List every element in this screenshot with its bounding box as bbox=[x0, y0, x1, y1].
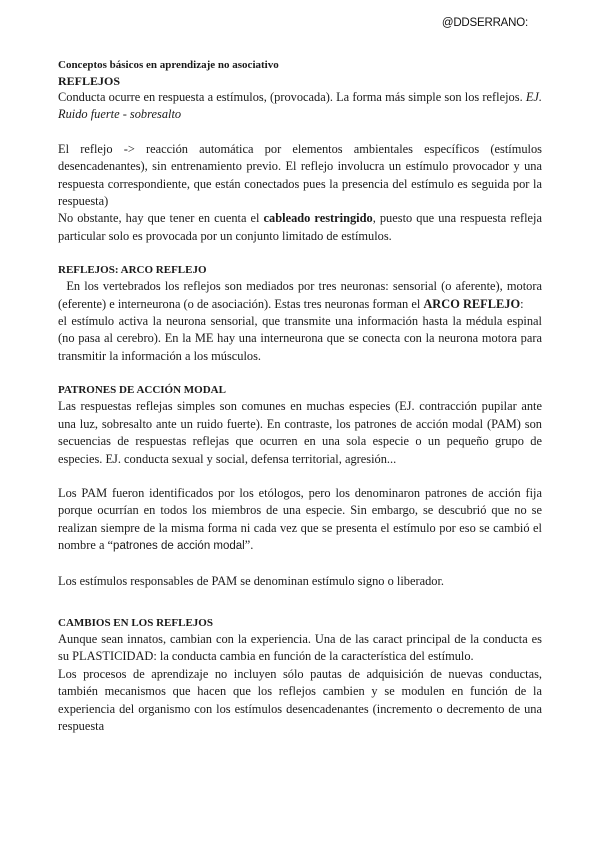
cambios-paragraph-2: Los procesos de aprendizaje no incluyen sólo pautas de adquisición de nuevas conductas, también mecanismos que hacen que los reflejos cambien y se modulen en función de la experiencia del organismo con los estímulos desencadenantes (incremento o decremento de una respuesta bbox=[58, 666, 542, 733]
pam-p2-after: ”. bbox=[244, 538, 254, 553]
reflejos-p3-bold: cableado restringido bbox=[263, 211, 373, 226]
pam-paragraph-3: Los estímulos responsables de PAM se denominan estímulo signo o liberador. bbox=[58, 573, 445, 588]
arco-paragraph-1 bbox=[58, 278, 546, 313]
section-title-cambios: CAMBIOS EN LOS REFLEJOS bbox=[58, 616, 213, 629]
reflejos-paragraph-2: El reflejo -> reacción automática por elementos ambientales específicos (estímulos desencadenantes), sin entrenamiento previo. El reflejo involucra un estímulo provocador y una respuesta correspondiente, que están conectados pues la presencia del estímulo es seguida por la respuesta) bbox=[58, 141, 542, 209]
reflejos-p1-example: EJ. Ruido fuerte - sobresalto bbox=[58, 90, 542, 122]
reflejos-p3-before: No obstante, hay que tener en cuenta el bbox=[58, 211, 264, 226]
pam-paragraph-2 bbox=[58, 485, 542, 556]
reflejos-paragraph-3 bbox=[58, 210, 542, 245]
cambios-paragraph-1: Aunque sean innatos, cambian con la experiencia. Una de las caract principal de la conducta es su PLASTICIDAD: la conducta cambia en función de la característica del estímulo. bbox=[58, 631, 542, 664]
reflejos-paragraph-1 bbox=[58, 89, 542, 124]
section-title-arco-reflejo: REFLEJOS: ARCO REFLEJO bbox=[58, 264, 207, 277]
arco-paragraph-2: el estímulo activa la neurona sensorial, que transmite una información hasta la médula espinal (no pasa al cerebro). En la ME hay una interneurona que se conecta con la neurona motora para transmitir la información a los músculos. bbox=[58, 314, 542, 363]
author-handle: @DDSERRANO: bbox=[441, 17, 528, 29]
section-title-reflejos: REFLEJOS bbox=[58, 74, 121, 88]
pam-p2-before: Los PAM fueron identificados por los etólogos, pero los denominaron patrones de acción fija porque ocurrían en todos los miembros de una especie. Sin embargo, se descubrió que no se realizan siempre de la misma forma ni cada vez que se presenta el estímulo por eso se cambió el nombre a “ bbox=[58, 485, 542, 553]
arco-p1-after: : bbox=[520, 296, 524, 311]
section-title-pam: PATRONES DE ACCIÓN MODAL bbox=[58, 384, 226, 397]
document-title: Conceptos básicos en aprendizaje no asociativo bbox=[58, 59, 279, 71]
reflejos-p3-after: , puesto que una respuesta refleja particular solo es provocada por un conjunto limitado de estímulos. bbox=[58, 211, 542, 243]
pam-p2-term: patrones de acción modal bbox=[113, 540, 245, 553]
reflejos-p1-text: Conducta ocurre en respuesta a estímulos, (provocada). La forma más simple son los reflejos. bbox=[58, 90, 526, 104]
arco-p1-bold: ARCO REFLEJO bbox=[423, 296, 521, 311]
document-body bbox=[58, 58, 546, 735]
pam-paragraph-1: Las respuestas reflejas simples son comunes en muchas especies (EJ. contracción pupilar ante una luz, sobresalto ante un ruido fuerte). En contraste, los patrones de acción modal (PAM) son secuencias de respuestas reflejas que ocurren en una sola especie o un pequeño grupo de especies. EJ. conducta sexual y social, defensa territorial, agresión... bbox=[58, 399, 542, 466]
arco-p1-before: En los vertebrados los reflejos son mediados por tres neuronas: sensorial (o aferente), motora (eferente) e interneurona (o de asociación). Estas tres neuronas forman el bbox=[58, 279, 546, 311]
